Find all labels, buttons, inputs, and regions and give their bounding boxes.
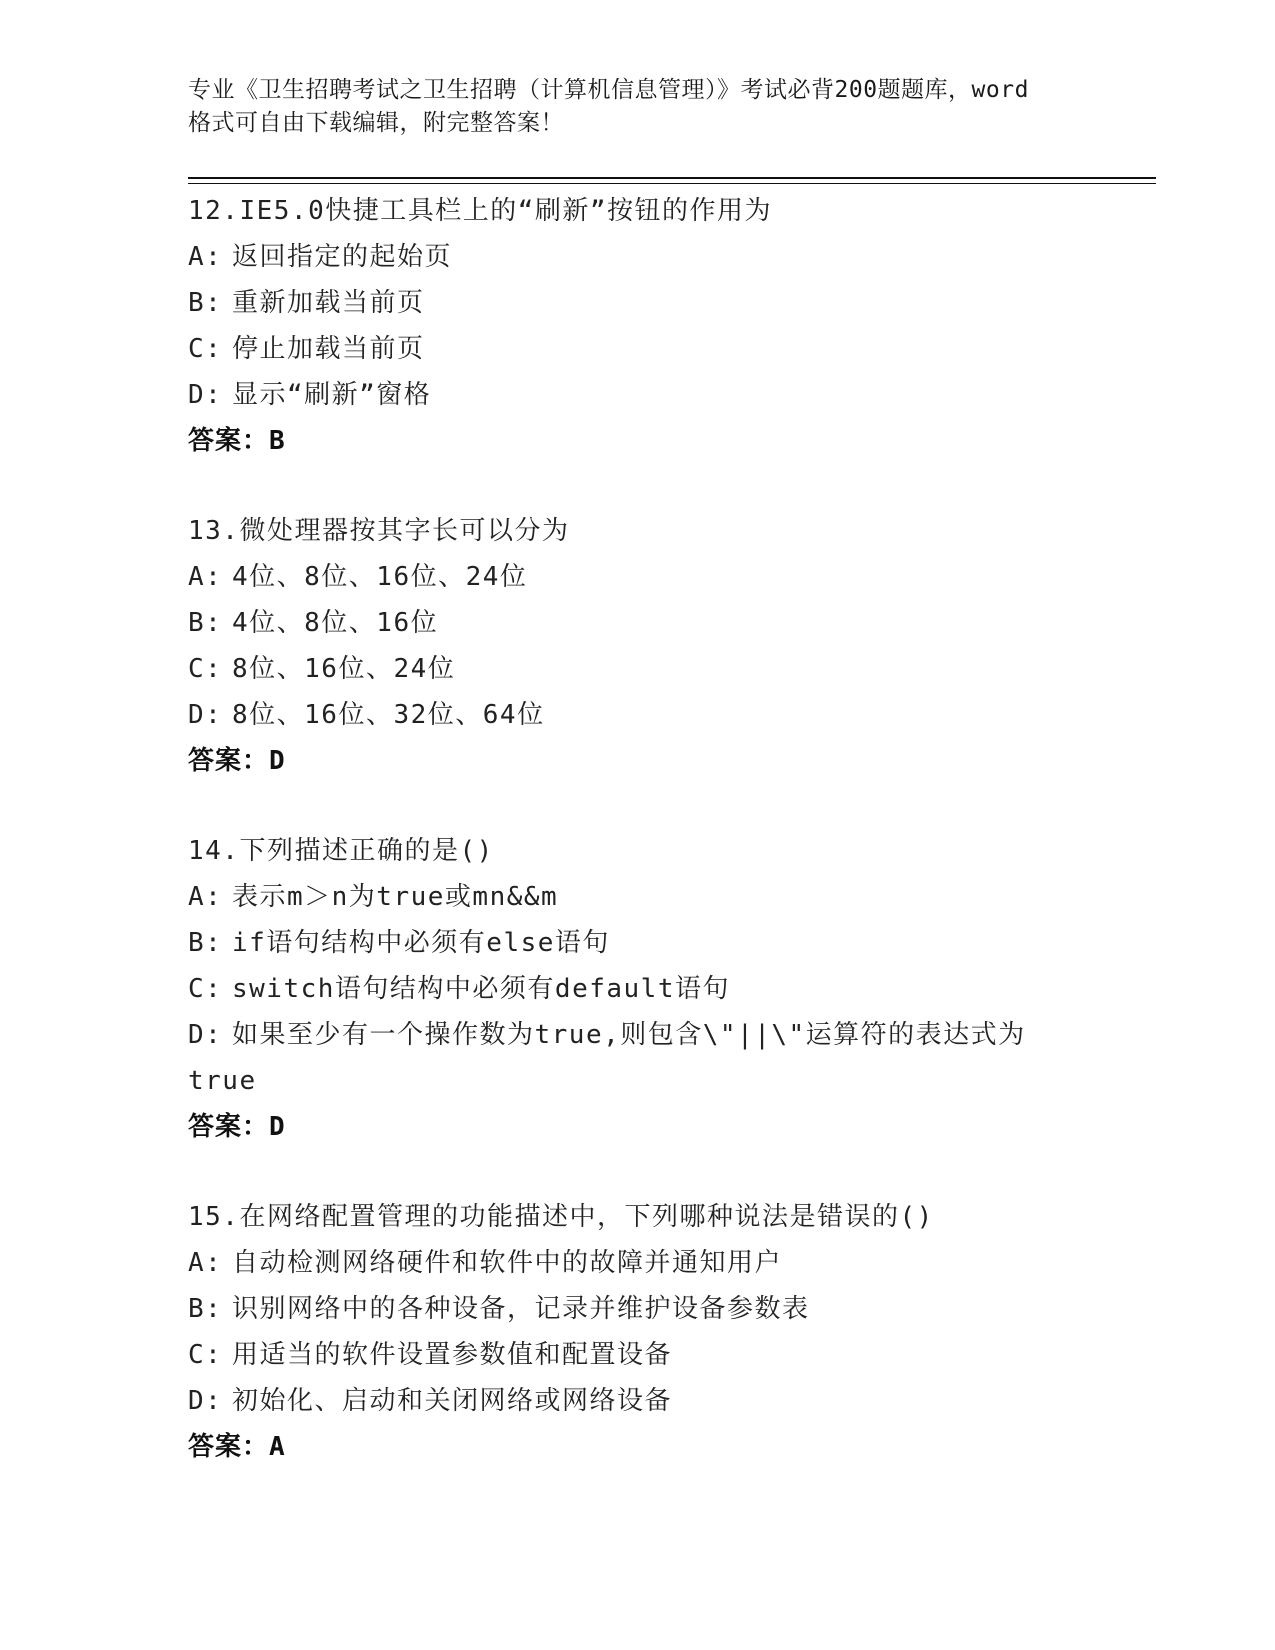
option-key: C: <box>188 1340 223 1370</box>
question-13 <box>188 508 1148 784</box>
header-divider-thin <box>188 183 1156 184</box>
option-key: C: <box>188 334 223 364</box>
answer-label: 答案：D <box>188 1112 286 1142</box>
header-divider <box>188 177 1156 179</box>
option-d <box>188 372 1148 418</box>
option-b <box>188 1286 1148 1332</box>
question-list <box>188 188 1148 1514</box>
option-text: 8位、16位、24位 <box>232 654 456 684</box>
option-key: D: <box>188 1020 223 1050</box>
option-key: B: <box>188 608 223 638</box>
option-text: 表示m＞n为true或mn&&m <box>232 882 559 912</box>
question-stem: 12.IE5.0快捷工具栏上的“刷新”按钮的作用为 <box>188 196 773 226</box>
option-c <box>188 1332 1148 1378</box>
option-d-continuation: true <box>188 1066 257 1096</box>
option-text: 用适当的软件设置参数值和配置设备 <box>232 1340 673 1370</box>
question-14 <box>188 828 1148 1150</box>
option-c <box>188 326 1148 372</box>
option-key: D: <box>188 1386 223 1416</box>
question-stem: 13.微处理器按其字长可以分为 <box>188 516 570 546</box>
option-a <box>188 234 1148 280</box>
option-text: switch语句结构中必须有default语句 <box>232 974 730 1004</box>
option-text: 如果至少有一个操作数为true,则包含\"||\"运算符的表达式为 <box>232 1020 1026 1050</box>
option-c <box>188 646 1148 692</box>
option-d <box>188 1378 1148 1424</box>
option-a <box>188 1240 1148 1286</box>
option-a <box>188 554 1148 600</box>
option-key: C: <box>188 654 223 684</box>
option-key: B: <box>188 1294 223 1324</box>
option-key: D: <box>188 380 223 410</box>
option-c <box>188 966 1148 1012</box>
option-text: 4位、8位、16位 <box>232 608 439 638</box>
answer-label: 答案：A <box>188 1432 286 1462</box>
option-key: A: <box>188 562 223 592</box>
option-text: 重新加载当前页 <box>232 288 425 318</box>
option-text: 自动检测网络硬件和软件中的故障并通知用户 <box>232 1248 783 1278</box>
option-b <box>188 600 1148 646</box>
header-line-1: 专业《卫生招聘考试之卫生招聘（计算机信息管理）》考试必背200题题库，word <box>188 77 1029 103</box>
question-stem: 14.下列描述正确的是() <box>188 836 494 866</box>
question-12 <box>188 188 1148 464</box>
option-b <box>188 280 1148 326</box>
option-key: D: <box>188 700 223 730</box>
option-key: B: <box>188 288 223 318</box>
option-d <box>188 692 1148 738</box>
option-key: A: <box>188 1248 223 1278</box>
option-text: 显示“刷新”窗格 <box>232 380 432 410</box>
option-key: C: <box>188 974 223 1004</box>
question-stem: 15.在网络配置管理的功能描述中，下列哪种说法是错误的() <box>188 1202 934 1232</box>
option-text: 初始化、启动和关闭网络或网络设备 <box>232 1386 673 1416</box>
option-d <box>188 1012 1148 1058</box>
answer-label: 答案：D <box>188 746 286 776</box>
option-key: A: <box>188 242 223 272</box>
option-key: A: <box>188 882 223 912</box>
option-text: if语句结构中必须有else语句 <box>232 928 610 958</box>
answer-label: 答案：B <box>188 426 286 456</box>
question-15 <box>188 1194 1148 1470</box>
option-text: 识别网络中的各种设备，记录并维护设备参数表 <box>232 1294 810 1324</box>
option-text: 4位、8位、16位、24位 <box>232 562 528 592</box>
option-key: B: <box>188 928 223 958</box>
option-text: 停止加载当前页 <box>232 334 425 364</box>
option-text: 返回指定的起始页 <box>232 242 453 272</box>
option-b <box>188 920 1148 966</box>
document-header <box>188 74 1088 140</box>
option-text: 8位、16位、32位、64位 <box>232 700 545 730</box>
header-line-2: 格式可自由下载编辑，附完整答案！ <box>188 110 564 136</box>
option-a <box>188 874 1148 920</box>
